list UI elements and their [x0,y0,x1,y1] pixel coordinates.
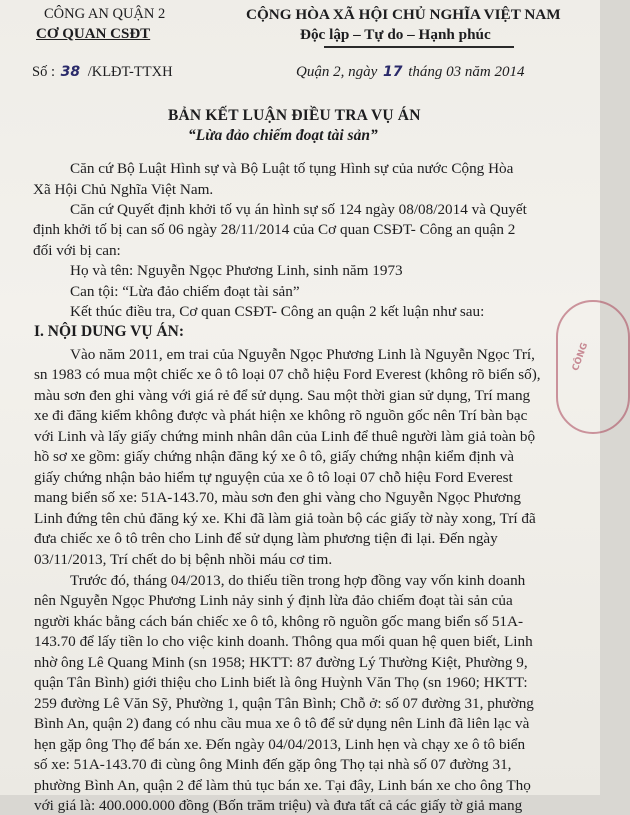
agency-name: CÔNG AN QUẬN 2 [44,6,166,22]
nation-name: CỘNG HÒA XÃ HỘI CHỦ NGHĨA VIỆT NAM [246,6,561,23]
body-line: quận Tân Bình) giới thiệu cho Linh biết là ông Huỳnh Văn Thọ (sn 1960; HKTT: [34,674,528,691]
body-line: hồ sơ xe gồm: giấy chứng nhận đăng ký xe ô tô, giấy chứng nhận kiểm định và [34,448,515,465]
body-line: Linh đứng tên chủ đăng ký xe. Khi đã làm giả toàn bộ các giấy tờ này xong, Trí đã [34,510,536,527]
body-line: Bình An, quận 2) đang có nhu cầu mua xe ô tô để sử dụng nên Linh đã liên lạc và [34,715,530,732]
body-line: mang biển số xe: 51A-143.70, màu sơn đen ghi vàng cho Nguyễn Ngọc Phương [34,489,522,506]
document-title: BẢN KẾT LUẬN ĐIỀU TRA VỤ ÁN [168,107,421,124]
body-line: định khởi tố bị can số 06 ngày 28/11/2014 của Cơ quan CSĐT- Công an quận 2 [33,221,516,238]
body-line: nhờ ông Lê Quang Minh (sn 1958; HKTT: 87 đường Lý Thường Kiệt, Phường 9, [34,654,528,671]
section-heading: I. NỘI DUNG VỤ ÁN: [34,323,184,340]
body-line: phường Bình An, quận 2 để làm thủ tục bán xe. Tại đây, Linh bán xe cho ông Thọ [34,777,531,794]
body-line: Trước đó, tháng 04/2013, do thiếu tiền trong hợp đồng vay vốn kinh doanh [70,572,526,589]
body-line: Can tội: “Lừa đảo chiếm đoạt tài sản” [70,283,300,300]
date-suffix: tháng 03 năm 2014 [408,64,525,80]
body-line: số xe: 51A-143.70 đi cùng ông Minh đến gặp ông Thọ tại nhà số 07 đường 31, [34,756,512,773]
date-day-handwritten: 17 [383,64,403,80]
body-line: xe đi đăng kiểm không được và phát hiện xe không rõ nguồn gốc nên Trí bàn bạc [34,407,528,424]
body-line: màu sơn đen ghi vàng với giá rẻ để sử dụng. Sau một thời gian sử dụng, Trí mang [34,387,531,404]
number-label: Số : [32,64,55,80]
body-line: với giá là: 400.000.000 đồng (Bốn trăm triệu) và đưa tất cả các giấy tờ giả mang [34,797,523,814]
body-line: Họ và tên: Nguyễn Ngọc Phương Linh, sinh năm 1973 [70,262,403,279]
body-line: đối với bị can: [33,242,121,259]
body-line: đưa chiếc xe ô tô trên cho Linh để sử dụng làm phương tiện đi lại. Đến ngày [34,530,498,547]
body-line: Vào năm 2011, em trai của Nguyễn Ngọc Phương Linh là Nguyễn Ngọc Trí, [70,346,535,363]
document-subtitle: “Lừa đảo chiếm đoạt tài sản” [188,127,378,144]
body-line: nên Nguyễn Ngọc Phương Linh nảy sinh ý định lừa đảo chiếm đoạt tài sản của [34,592,513,609]
body-line: Căn cứ Bộ Luật Hình sự và Bộ Luật tố tụng Hình sự của nước Cộng Hòa [70,160,514,177]
document-date [296,64,524,81]
body-line: giấy chứng nhận bảo hiểm tự nguyện của xe ô tô loại 07 chỗ hiệu Ford Everest [34,469,513,486]
document-number [32,64,173,81]
body-line: với Linh và lấy giấy chứng minh nhân dân của Linh để thuê người làm giả toàn bộ [34,428,536,445]
body-line: hẹn gặp ông Thọ để bán xe. Đến ngày 04/04/2013, Linh hẹn và chạy xe ô tô biển [34,736,526,753]
body-line: Kết thúc điều tra, Cơ quan CSĐT- Công an quận 2 kết luận như sau: [70,303,485,320]
nation-motto: Độc lập – Tự do – Hạnh phúc [300,26,491,43]
number-handwritten: 38 [60,64,81,80]
body-line: người khác bằng cách bán chiếc xe ô tô, không rõ nguồn gốc mang biển số 51A- [34,613,524,630]
body-line: sn 1983 có mua một chiếc xe ô tô loại 07 chỗ hiệu Ford Everest (không rõ biển số), [34,366,541,383]
body-line: 143.70 để lấy tiền lo cho việc kinh doanh. Thông qua mối quan hệ quen biết, Linh [34,633,533,650]
date-prefix: Quận 2, ngày [296,64,378,80]
body-line: Xã Hội Chủ Nghĩa Việt Nam. [33,181,214,198]
agency-department: CƠ QUAN CSĐT [36,26,151,42]
body-line: 259 đường Lê Văn Sỹ, Phường 1, quận Tân Bình; Chỗ ở: số 07 đường 31, phường [34,695,534,712]
body-line: 03/11/2013, Trí chết do bị bệnh nhồi máu cơ tim. [34,551,333,568]
motto-underline [324,46,514,48]
number-suffix: /KLĐT-TTXH [87,64,173,80]
official-stamp: CÔNG [556,300,630,434]
body-line: Căn cứ Quyết định khởi tố vụ án hình sự số 124 ngày 08/08/2014 và Quyết [70,201,527,218]
